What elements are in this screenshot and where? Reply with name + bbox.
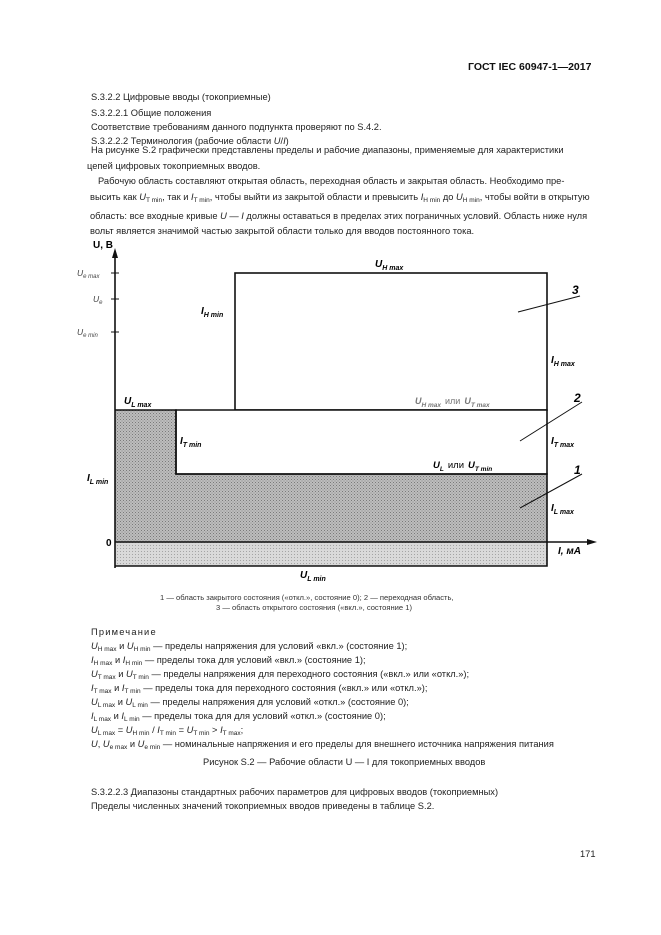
label-ul-min: $U_{L min}$ [300, 570, 326, 583]
label-ue-min: $U_{e min}$ [77, 327, 98, 339]
label-ue-max: $U_{e max}$ [77, 268, 100, 280]
note-line: $U_{L max}$ и $U_{L min}$ — пределы напряжения для условий «откл.» (состояние 0); [91, 697, 409, 709]
x-axis-label: I, мА [558, 546, 581, 557]
origin-label: 0 [106, 538, 112, 549]
region-label-2: 2 [574, 391, 581, 405]
section-s3223-title: S.3.2.2.3 Диапазоны стандартных рабочих параметров для цифровых вводов (токоприемных) [91, 787, 499, 797]
label-it-max: $I_{T max}$ [551, 436, 575, 449]
label-ih-max: $I_{H max}$ [551, 355, 575, 368]
figure-s2-diagram [60, 236, 620, 616]
note-last-line: U, $U_{e max}$ и $U_{e min}$ — номинальные напряжения и его пределы для внешнего источника напряжения питания [91, 739, 554, 751]
note-formula: $U_{L max} = U_{H min} / I_{T min} = U_{T min} > I_{T max}$; [91, 725, 244, 737]
note-heading: Примечание [91, 627, 157, 637]
paragraph-2: Рабочую область составляют открытая область, переходная область и закрытая область. Необходимо пре- высить как $U_{T min}$, так и $I_{T min}$, чтобы выйти из закрытой области и превысить $I_{H min}$ до $U_{H min}$, чтобы войти в открытую область: все входные кривые U — I должны оставаться в пределах этих пограничных условий. Область ниже нуля вольт является значимой частью закрытой области только для вводов постоянного тока. [90, 176, 590, 237]
label-il-min: $I_{L min}$ [87, 473, 109, 486]
label-it-min: $I_{T min}$ [180, 436, 202, 449]
transition-region-box [176, 410, 547, 474]
figure-legend-line-1: 1 — область закрытого состояния («откл.», состояние 0); 2 — переходная область, [160, 593, 454, 602]
label-ih-min: $I_{H min}$ [201, 306, 224, 319]
y-axis-label: U, В [93, 240, 113, 251]
x-axis-arrow [587, 539, 597, 545]
figure-caption: Рисунок S.2 — Рабочие области U — I для токоприемных вводов [203, 757, 486, 767]
page-number: 171 [580, 849, 596, 859]
note-line: $U_{T max}$ и $U_{T min}$ — пределы напряжения для переходного состояния («вкл.» или «откл.»); [91, 669, 470, 681]
label-ul-max: $U_{L max}$ [124, 396, 152, 409]
open-region-box [235, 273, 547, 410]
negative-voltage-band [115, 542, 547, 566]
section-title: S.3.2.2 Цифровые вводы (токоприемные) [91, 92, 271, 102]
note-line: $I_{L max}$ и $I_{L min}$ — пределы тока для для условий «откл.» (состояние 0); [91, 711, 386, 723]
label-il-max: $I_{L max}$ [551, 503, 574, 516]
section-s3223-text: Пределы численных значений токоприемных вводов приведены в таблице S.2. [91, 801, 435, 811]
subsection-terminology: S.3.2.2.2 Терминология (рабочие области U/I) [91, 136, 289, 146]
region-label-1: 1 [574, 463, 581, 477]
label-uh-max: $U_{H max}$ [375, 259, 404, 272]
figure-legend-line-2: 3 — область открытого состояния («вкл.», состояние 1) [216, 603, 412, 612]
region-label-3: 3 [572, 283, 579, 297]
note-line: $I_{H max}$ и $I_{H min}$ — пределы тока для условий «вкл.» (состояние 1); [91, 655, 366, 667]
label-ue: $U_e$ [93, 294, 103, 306]
document-header: ГОСТ IEC 60947-1—2017 [468, 61, 592, 73]
paragraph-1: На рисунке S.2 графически представлены пределы и рабочие диапазоны, применяемые для характеристики цепей цифровых токоприемных вводов. [87, 145, 564, 171]
note-line: $U_{H max}$ и $U_{H min}$ — пределы напряжения для условий «вкл.» (состояние 1); [91, 641, 408, 653]
label-uh-max-or-ut-max: $U_{H max}$ или $U_{T max}$ [415, 396, 490, 409]
label-ul-or-ut-min: $U_L$ или $U_{T min}$ [433, 460, 493, 473]
note-line: $I_{T max}$ и $I_{T min}$ — пределы тока для переходного состояния («вкл.» или «откл.»); [91, 683, 428, 695]
subsection-title: S.3.2.2.1 Общие положения [91, 108, 212, 118]
section-text: Соответствие требованиям данного подпункта проверяют по S.4.2. [91, 122, 382, 132]
